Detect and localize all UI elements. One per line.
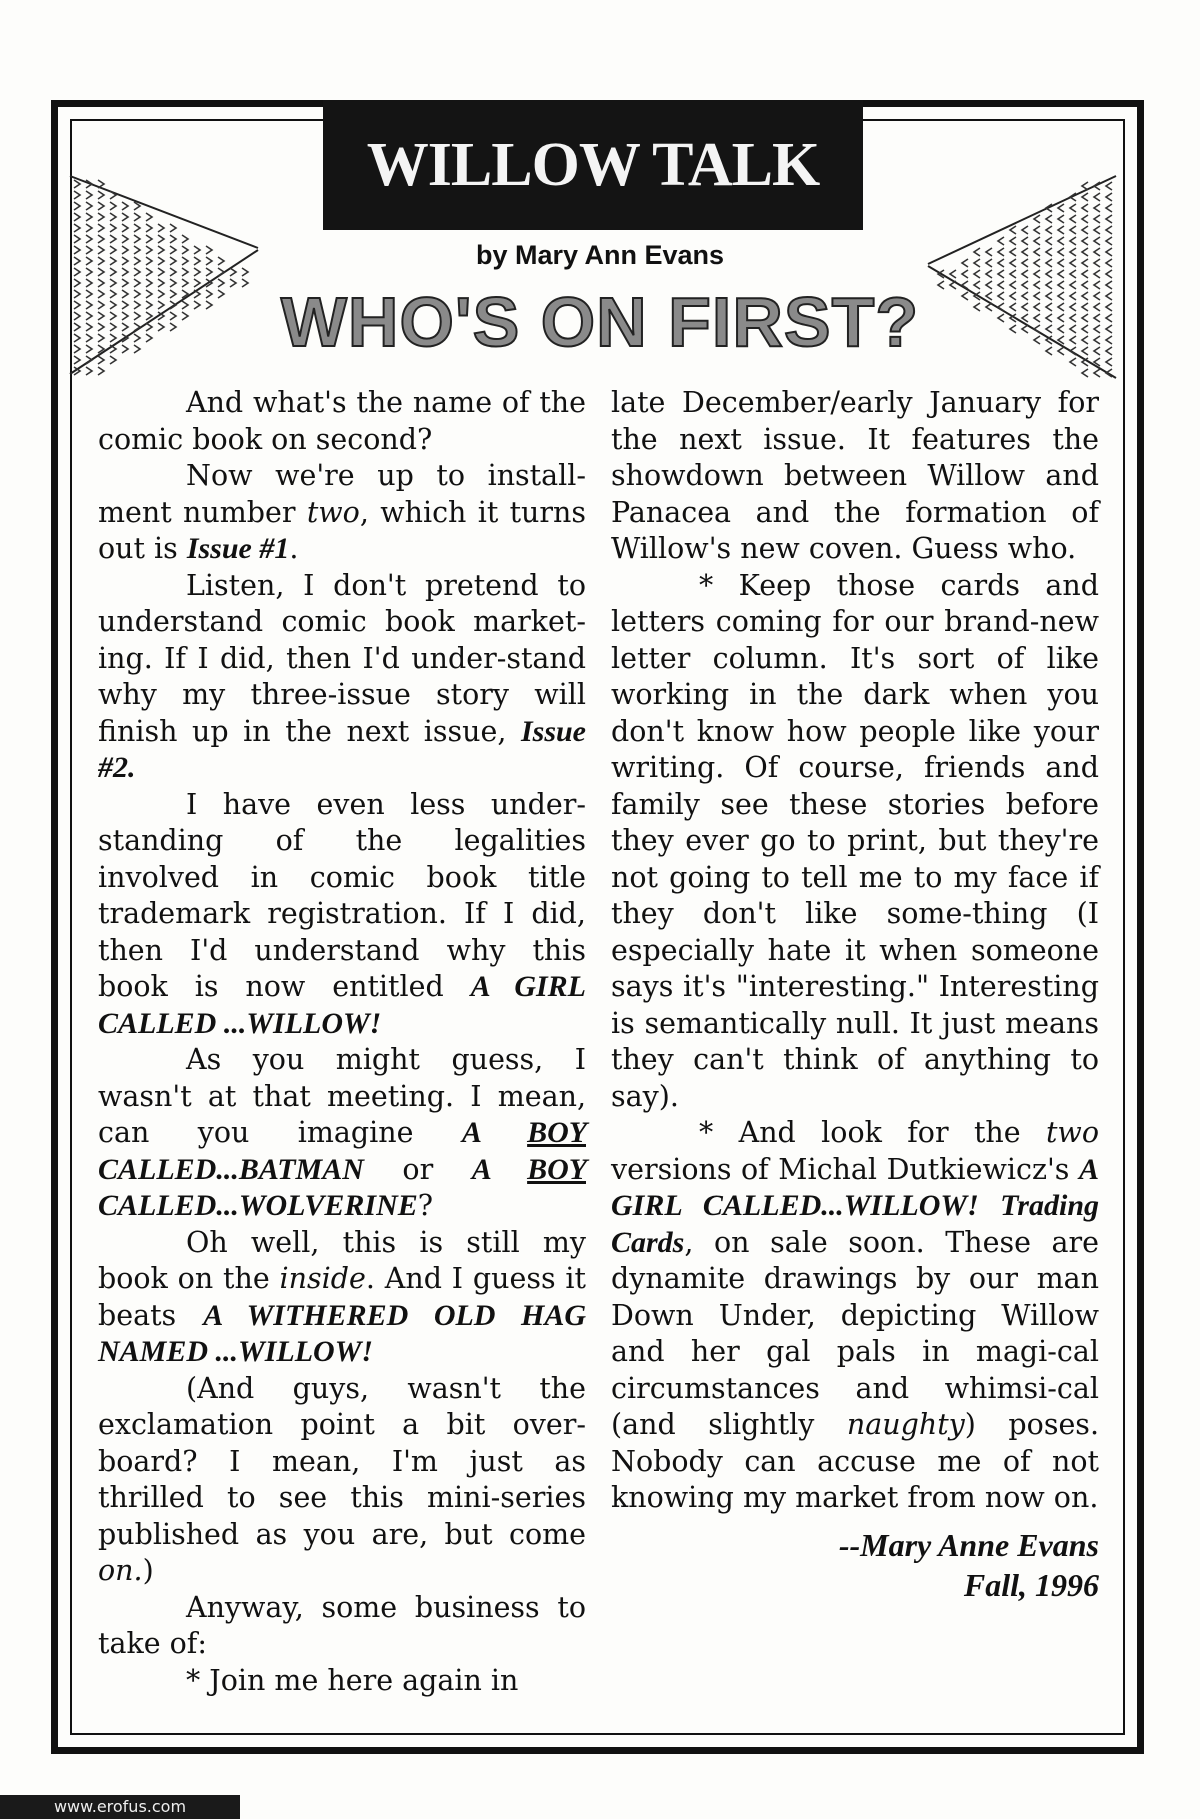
signature-block	[611, 1525, 1099, 1605]
text-run: ?	[417, 1189, 434, 1222]
text-run-bold: CALLED...BATMAN	[98, 1152, 364, 1186]
text-run: Oh well, this is still my book on the	[98, 1225, 586, 1295]
issue-reference: Issue #2.	[98, 714, 586, 784]
text-run: versions of Michal Dutkiewicz's	[611, 1152, 1079, 1186]
text-run: )	[142, 1554, 154, 1587]
text-run-bold: A	[471, 1152, 528, 1186]
paragraph	[611, 1115, 1099, 1517]
text-run: ) poses. Nobody can accuse me of not knowing my market from now on.	[611, 1408, 1099, 1514]
text-run-bold: A	[461, 1116, 528, 1149]
headline: WHO'S ON FIRST?	[280, 283, 920, 361]
text-run-bold: CALLED...WOLVERINE	[98, 1189, 418, 1222]
issue-reference: Issue #1	[186, 532, 290, 565]
text-run-underline: BOY	[527, 1116, 586, 1149]
paragraph	[98, 458, 586, 568]
text-run: * And look for the	[699, 1116, 1046, 1149]
text-run: , on sale soon. These are dynamite drawings by our man Down Under, depicting Willow and her gal pals in magi-cal circumstances and whimsi-cal (and slightly	[611, 1225, 1099, 1441]
byline: by Mary Ann Evans	[475, 240, 725, 270]
text-run: , which it turns out is	[98, 495, 586, 565]
text-run: or	[363, 1152, 472, 1186]
text-column-right	[611, 385, 1099, 1605]
watermark-footer: www.erofus.com	[0, 1795, 240, 1819]
title-banner	[323, 100, 863, 230]
text-run-italic: inside	[279, 1262, 366, 1295]
book-title: A GIRL CALLED ...WILLOW!	[98, 970, 586, 1040]
paragraph: And what's the name of the comic book on second?	[98, 386, 586, 456]
signature-date: Fall, 1996	[963, 1566, 1099, 1603]
paragraph: * Keep those cards and letters coming for our brand-new letter column. It's sort of like working in the dark when you don't know how people like your writing. Of course, friends and family see these stories before they ever go to print, but they're not going to tell me to my face if they don't like some-thing (I especially hate it when someone says it's "interesting." Interesting is semantically null. It just means they can't think of anything to say).	[611, 568, 1099, 1113]
paragraph: * Join me here again in	[186, 1663, 519, 1697]
text-run: I have even less under-standing of the legalities involved in comic book title trademark registration. If I did, then I'd understand why this book is now entitled	[98, 787, 586, 1003]
paragraph	[98, 1371, 586, 1590]
text-run: (And guys, wasn't the exclamation point a bit over-board? I mean, I'm just as thrilled to see this mini-series published as you are, but come	[98, 1371, 586, 1551]
text-run-bold: A WITHERED OLD HAG NAMED ...WILLOW!	[98, 1298, 586, 1368]
paragraph: Anyway, some business to take of:	[98, 1590, 586, 1660]
text-run: As you might guess, I wasn't at that meeting. I mean, can you imagine	[98, 1043, 586, 1149]
text-run: Listen, I don't pretend to understand comic book market-ing. If I did, then I'd under-stand why my three-issue story will finish up in the next issue,	[98, 568, 586, 748]
signature-name: --Mary Anne Evans	[838, 1526, 1099, 1563]
text-run-italic: two	[1045, 1116, 1099, 1149]
paragraph	[98, 787, 586, 1043]
paragraph	[98, 1042, 586, 1225]
text-run: . And I guess it beats	[98, 1262, 586, 1332]
trading-cards-title: A GIRL CALLED...WILLOW! Trading Cards	[611, 1152, 1099, 1259]
text-run-underline: BOY	[527, 1152, 586, 1186]
text-run: Now we're up to install-ment number	[98, 459, 586, 529]
text-run: .	[289, 532, 299, 565]
text-column-left	[98, 385, 586, 1699]
text-run-italic: naughty	[846, 1408, 965, 1441]
page-title: WILLOW TALK	[366, 130, 820, 199]
paragraph	[98, 568, 586, 787]
paragraph	[98, 1225, 586, 1371]
text-run-italic: two	[306, 495, 360, 529]
paragraph: late December/early January for the next issue. It features the showdown between Willow and Panacea and the formation of Willow's new coven. Guess who.	[611, 386, 1099, 565]
text-run-italic: on.	[98, 1554, 143, 1587]
